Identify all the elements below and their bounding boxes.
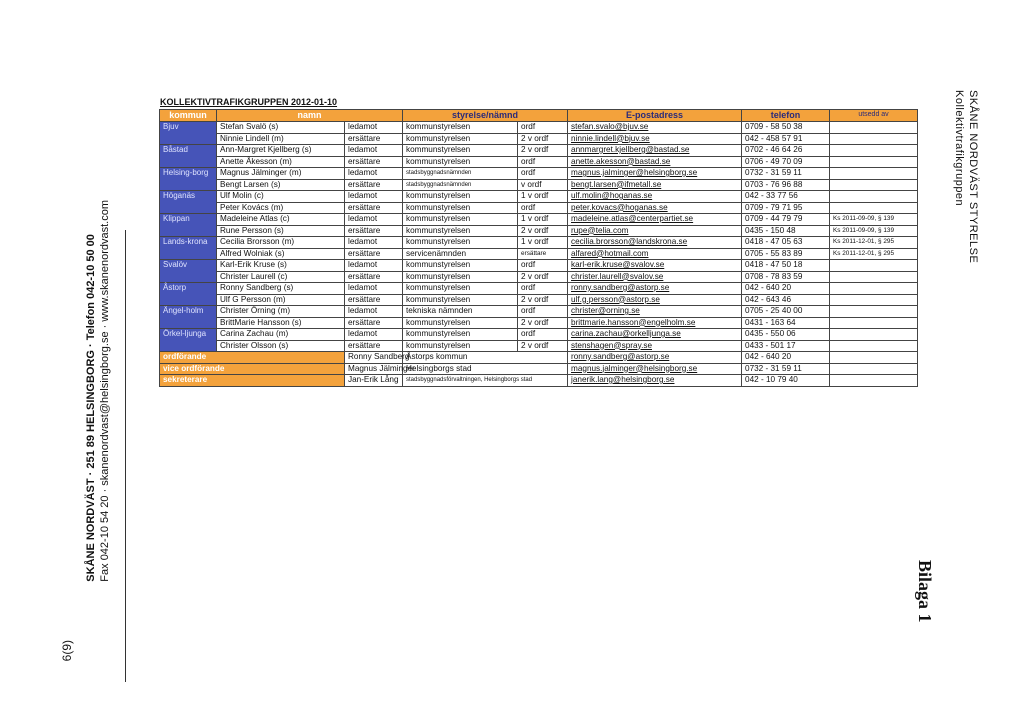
member-role: ledamot: [345, 191, 403, 203]
table-row: [160, 145, 918, 157]
member-appointed: [830, 179, 918, 191]
member-email-link[interactable]: brittmarie.hansson@engelholm.se: [568, 317, 742, 329]
member-phone: 0705 - 25 40 00: [742, 306, 830, 318]
member-board: kommunstyrelsen: [403, 133, 518, 145]
member-email-link[interactable]: carina.zachau@orkelljunga.se: [568, 329, 742, 341]
member-position: 1 v ordf: [518, 191, 568, 203]
member-board: kommunstyrelsen: [403, 122, 518, 134]
leadership-name: Magnus Jälminger: [345, 363, 403, 375]
leadership-row: [160, 352, 918, 364]
member-role: ledamot: [345, 214, 403, 226]
member-phone: 0705 - 55 83 89: [742, 248, 830, 260]
member-phone: 0435 - 550 06: [742, 329, 830, 341]
member-name: Christer Örning (m): [217, 306, 345, 318]
member-role: ersättare: [345, 225, 403, 237]
member-role: ersättare: [345, 271, 403, 283]
margin-rule: [125, 230, 126, 682]
appendix-label: Bilaga 1: [915, 560, 935, 623]
kommun-cell: Ängel-holm: [160, 306, 217, 329]
member-board: kommunstyrelsen: [403, 202, 518, 214]
member-role: ledamot: [345, 329, 403, 341]
table-row: [160, 317, 918, 329]
table-row: [160, 156, 918, 168]
member-appointed: [830, 260, 918, 272]
member-email-link[interactable]: magnus.jalminger@helsingborg.se: [568, 168, 742, 180]
member-name: Ronny Sandberg (s): [217, 283, 345, 295]
leadership-role: ordförande: [160, 352, 345, 364]
member-appointed: [830, 271, 918, 283]
leadership-empty: [830, 352, 918, 364]
header-styrelse: styrelse/nämnd: [403, 110, 568, 122]
leadership-role: vice ordförande: [160, 363, 345, 375]
member-role: ledamot: [345, 283, 403, 295]
member-name: Christer Olsson (s): [217, 340, 345, 352]
member-phone: 042 - 458 57 91: [742, 133, 830, 145]
table-row: [160, 168, 918, 180]
member-position: 1 v ordf: [518, 214, 568, 226]
member-appointed: [830, 191, 918, 203]
table-row: [160, 225, 918, 237]
member-phone: 0435 - 150 48: [742, 225, 830, 237]
member-phone: 0709 - 79 71 95: [742, 202, 830, 214]
member-board: kommunstyrelsen: [403, 317, 518, 329]
member-role: ersättare: [345, 202, 403, 214]
member-appointed: Ks 2011-09-09, § 139: [830, 214, 918, 226]
member-appointed: Ks 2011-12-01, § 295: [830, 248, 918, 260]
member-appointed: [830, 145, 918, 157]
header-utsedd: utsedd av: [830, 110, 918, 122]
member-phone: 042 - 640 20: [742, 283, 830, 295]
leadership-empty: [830, 363, 918, 375]
member-email-link[interactable]: anette.akesson@bastad.se: [568, 156, 742, 168]
member-board: tekniska nämnden: [403, 306, 518, 318]
footer-contact: Fax 042-10 54 20 · skanenordvast@helsingborg.se · www.skanenordvast.com: [99, 200, 111, 582]
table-row: [160, 306, 918, 318]
member-email-link[interactable]: ulf.molin@hoganas.se: [568, 191, 742, 203]
member-email-link[interactable]: stenshagen@spray.se: [568, 340, 742, 352]
member-name: Peter Kovács (m): [217, 202, 345, 214]
member-phone: 0708 - 78 83 59: [742, 271, 830, 283]
table-row: [160, 294, 918, 306]
kommun-cell: Åstorp: [160, 283, 217, 306]
member-email-link[interactable]: ronny.sandberg@astorp.se: [568, 283, 742, 295]
member-board: kommunstyrelsen: [403, 214, 518, 226]
member-appointed: Ks 2011-09-09, § 139: [830, 225, 918, 237]
member-board: kommunstyrelsen: [403, 156, 518, 168]
table-row: [160, 237, 918, 249]
table-row: [160, 340, 918, 352]
member-phone: 0732 - 31 59 11: [742, 168, 830, 180]
member-board: kommunstyrelsen: [403, 145, 518, 157]
member-board: kommunstyrelsen: [403, 191, 518, 203]
member-role: ersättare: [345, 179, 403, 191]
member-board: kommunstyrelsen: [403, 271, 518, 283]
member-board: kommunstyrelsen: [403, 225, 518, 237]
leadership-phone: 042 - 640 20: [742, 352, 830, 364]
table-row: [160, 202, 918, 214]
member-position: v ordf: [518, 179, 568, 191]
member-board: kommunstyrelsen: [403, 283, 518, 295]
member-phone: 0703 - 76 96 88: [742, 179, 830, 191]
member-position: 2 v ordf: [518, 340, 568, 352]
member-position: ordf: [518, 283, 568, 295]
member-appointed: [830, 202, 918, 214]
leadership-role: sekreterare: [160, 375, 345, 387]
member-appointed: [830, 317, 918, 329]
member-name: Stefan Svalö (s): [217, 122, 345, 134]
member-role: ersättare: [345, 133, 403, 145]
header-subtitle: Kollektivtrafikgruppen: [953, 90, 965, 207]
member-appointed: [830, 306, 918, 318]
member-phone: 0418 - 47 50 18: [742, 260, 830, 272]
member-phone: 0702 - 46 64 26: [742, 145, 830, 157]
member-table: [159, 109, 918, 387]
member-name: Rune Persson (s): [217, 225, 345, 237]
kommun-cell: Örkel-ljunga: [160, 329, 217, 352]
member-role: ledamot: [345, 306, 403, 318]
member-email-link[interactable]: rupe@telia.com: [568, 225, 742, 237]
table-row: [160, 191, 918, 203]
member-board: servicenämnden: [403, 248, 518, 260]
member-appointed: Ks 2011-12-01, § 295: [830, 237, 918, 249]
page-header: [952, 90, 980, 263]
table-row: [160, 283, 918, 295]
table-row: [160, 271, 918, 283]
member-name: Ann-Margret Kjellberg (s): [217, 145, 345, 157]
member-name: Magnus Jälminger (m): [217, 168, 345, 180]
kommun-cell: Svalöv: [160, 260, 217, 283]
table-row: [160, 260, 918, 272]
member-role: ersättare: [345, 294, 403, 306]
leadership-name: Jan-Erik Lång: [345, 375, 403, 387]
table-row: [160, 248, 918, 260]
member-name: Carina Zachau (m): [217, 329, 345, 341]
header-namn: namn: [217, 110, 403, 122]
member-name: Karl-Erik Kruse (s): [217, 260, 345, 272]
member-email-link[interactable]: annmargret.kjellberg@bastad.se: [568, 145, 742, 157]
member-email-link[interactable]: christer.laurell@svalov.se: [568, 271, 742, 283]
member-name: BrittMarie Hansson (s): [217, 317, 345, 329]
member-position: 2 v ordf: [518, 271, 568, 283]
member-role: ersättare: [345, 156, 403, 168]
member-email-link[interactable]: alfared@hotmail.com: [568, 248, 742, 260]
member-phone: 0706 - 49 70 09: [742, 156, 830, 168]
member-name: Alfred Wolniak (s): [217, 248, 345, 260]
leadership-empty: [830, 375, 918, 387]
member-position: ordf: [518, 168, 568, 180]
leadership-email-link[interactable]: janerik.lang@helsingborg.se: [568, 375, 742, 387]
page-footer: [84, 200, 112, 582]
table-row: [160, 133, 918, 145]
member-position: ordf: [518, 202, 568, 214]
member-name: Ninnie Lindell (m): [217, 133, 345, 145]
member-position: 2 v ordf: [518, 317, 568, 329]
member-board: stadsbyggnadsnämnden: [403, 179, 518, 191]
member-phone: 0709 - 58 50 38: [742, 122, 830, 134]
member-name: Ulf G Persson (m): [217, 294, 345, 306]
header-telefon: telefon: [742, 110, 830, 122]
leadership-name: Ronny Sandberg: [345, 352, 403, 364]
member-appointed: [830, 294, 918, 306]
kommun-cell: Lands-krona: [160, 237, 217, 260]
header-org: SKÅNE NORDVÄST STYRELSE: [967, 90, 979, 264]
member-appointed: [830, 340, 918, 352]
member-email-link[interactable]: cecilia.brorsson@landskrona.se: [568, 237, 742, 249]
member-board: kommunstyrelsen: [403, 260, 518, 272]
member-appointed: [830, 329, 918, 341]
footer-address: SKÅNE NORDVÄST · 251 89 HELSINGBORG · Telefon 042-10 50 00: [85, 234, 97, 582]
member-appointed: [830, 156, 918, 168]
member-email-link[interactable]: christer@orning.se: [568, 306, 742, 318]
member-appointed: [830, 122, 918, 134]
member-role: ersättare: [345, 248, 403, 260]
member-role: ledamot: [345, 145, 403, 157]
table-row: [160, 214, 918, 226]
member-position: ordf: [518, 122, 568, 134]
member-appointed: [830, 133, 918, 145]
kommun-cell: Höganäs: [160, 191, 217, 214]
leadership-row: [160, 375, 918, 387]
member-phone: 0418 - 47 05 63: [742, 237, 830, 249]
leadership-org: Åstorps kommun: [403, 352, 568, 364]
member-email-link[interactable]: madeleine.atlas@centerpartiet.se: [568, 214, 742, 226]
member-position: 2 v ordf: [518, 225, 568, 237]
leadership-row: [160, 363, 918, 375]
leadership-email-link[interactable]: magnus.jalminger@helsingborg.se: [568, 363, 742, 375]
member-role: ledamot: [345, 237, 403, 249]
member-position: ordf: [518, 260, 568, 272]
member-position: 1 v ordf: [518, 237, 568, 249]
member-email-link[interactable]: ninnie.lindell@bjuv.se: [568, 133, 742, 145]
leadership-org: Helsingborgs stad: [403, 363, 568, 375]
member-role: ledamot: [345, 168, 403, 180]
leadership-phone: 042 - 10 79 40: [742, 375, 830, 387]
member-phone: 0433 - 501 17: [742, 340, 830, 352]
member-phone: 0431 - 163 64: [742, 317, 830, 329]
member-email-link[interactable]: peter.kovacs@hoganas.se: [568, 202, 742, 214]
member-name: Bengt Larsen (s): [217, 179, 345, 191]
kommun-cell: Båstad: [160, 145, 217, 168]
member-name: Anette Åkesson (m): [217, 156, 345, 168]
member-phone: 042 - 33 77 56: [742, 191, 830, 203]
member-board: stadsbyggnadsnämnden: [403, 168, 518, 180]
member-board: kommunstyrelsen: [403, 340, 518, 352]
member-board: kommunstyrelsen: [403, 294, 518, 306]
member-email-link[interactable]: stefan.svalo@bjuv.se: [568, 122, 742, 134]
member-phone: 0709 - 44 79 79: [742, 214, 830, 226]
document-title: KOLLEKTIVTRAFIKGRUPPEN 2012-01-10: [160, 97, 338, 107]
member-position: 2 v ordf: [518, 145, 568, 157]
member-name: Christer Laurell (c): [217, 271, 345, 283]
header-kommun: kommun: [160, 110, 217, 122]
member-role: ledamot: [345, 260, 403, 272]
member-email-link[interactable]: bengt.larsen@ifmetall.se: [568, 179, 742, 191]
member-board: kommunstyrelsen: [403, 329, 518, 341]
kommun-cell: Bjuv: [160, 122, 217, 145]
member-role: ersättare: [345, 340, 403, 352]
leadership-email-link[interactable]: ronny.sandberg@astorp.se: [568, 352, 742, 364]
kommun-cell: Klippan: [160, 214, 217, 237]
member-position: ordf: [518, 156, 568, 168]
member-position: ordf: [518, 329, 568, 341]
page-number: 6(9): [60, 640, 74, 662]
table-row: [160, 179, 918, 191]
member-position: ordf: [518, 306, 568, 318]
table-row: [160, 329, 918, 341]
kommun-cell: Helsing-borg: [160, 168, 217, 191]
leadership-phone: 0732 - 31 59 11: [742, 363, 830, 375]
member-name: Ulf Molin (c): [217, 191, 345, 203]
member-position: 2 v ordf: [518, 294, 568, 306]
leadership-org: stadsbyggnadsförvaltningen, Helsingborgs stad: [403, 375, 568, 387]
member-appointed: [830, 168, 918, 180]
member-role: ledamot: [345, 122, 403, 134]
member-name: Cecilia Brorsson (m): [217, 237, 345, 249]
member-position: 2 v ordf: [518, 133, 568, 145]
member-email-link[interactable]: ulf.g.persson@astorp.se: [568, 294, 742, 306]
member-phone: 042 - 643 46: [742, 294, 830, 306]
member-position: ersättare: [518, 248, 568, 260]
member-appointed: [830, 283, 918, 295]
member-board: kommunstyrelsen: [403, 237, 518, 249]
table-row: [160, 122, 918, 134]
member-name: Madeleine Atlas (c): [217, 214, 345, 226]
table-header-row: [160, 110, 918, 122]
header-epost: E-postadress: [568, 110, 742, 122]
member-role: ersättare: [345, 317, 403, 329]
member-email-link[interactable]: karl-erik.kruse@svalov.se: [568, 260, 742, 272]
